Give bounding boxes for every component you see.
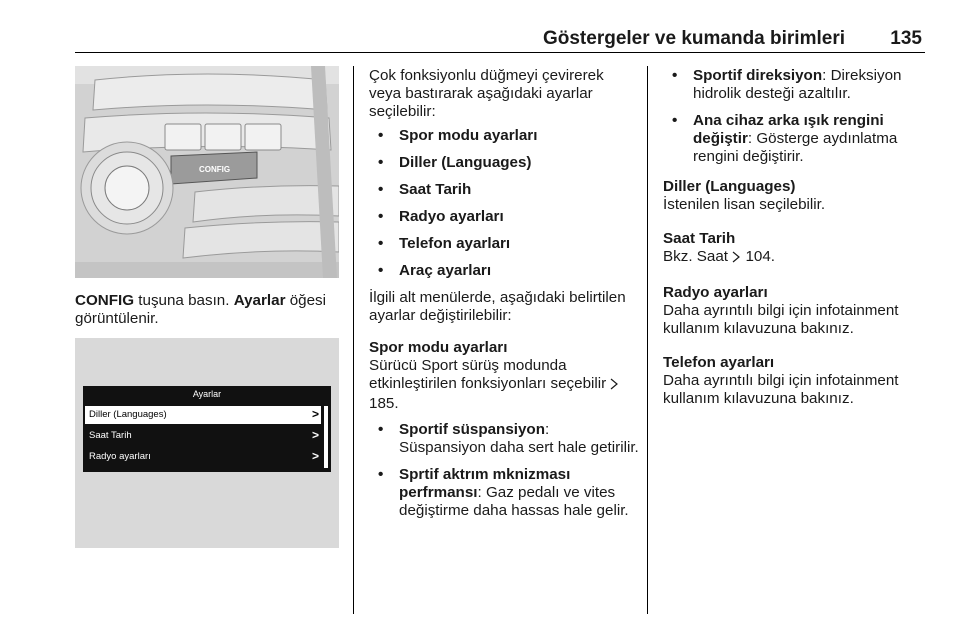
- chevron-right-icon: >: [311, 428, 319, 442]
- section-text: İstenilen lisan seçilebilir.: [663, 196, 826, 213]
- chevron-right-icon: >: [311, 407, 319, 421]
- term-ayarlar: Ayarlar: [233, 292, 286, 309]
- text: Bkz. Saat: [663, 248, 728, 265]
- sport-paragraph: [369, 357, 639, 413]
- term: Sprtif aktrım mknizması perfrmansı: [399, 466, 571, 501]
- sport-options-list: [369, 421, 639, 520]
- column-2-text: [369, 67, 639, 529]
- list-item: • Telefon ayarları: [369, 235, 639, 253]
- radio-section: [663, 284, 928, 338]
- column-1-text: [75, 292, 345, 342]
- separator: :: [822, 67, 827, 84]
- separator: :: [747, 130, 753, 147]
- separator: :: [477, 484, 482, 501]
- page-ref-icon: [732, 250, 741, 268]
- list-item: [369, 421, 639, 457]
- config-button-label: CONFIG: [199, 165, 231, 174]
- page-ref-icon: [610, 377, 619, 395]
- term: Sportif direksiyon: [693, 67, 823, 84]
- page-ref: 185.: [369, 395, 399, 412]
- intro-paragraph: [75, 292, 345, 328]
- intro-paragraph: Çok fonksiyonlu düğmeyi çevirerek veya bastırarak aşağıdaki ayarlar seçilebilir:: [369, 67, 604, 120]
- description: Süspansiyon daha sert hale getirilir.: [399, 439, 639, 456]
- section-text: Daha ayrıntılı bilgi için infotainment kullanım kılavuzuna bakınız.: [663, 372, 899, 407]
- page-header: [75, 28, 925, 50]
- column-divider: [647, 66, 648, 614]
- description: Gösterge aydınlatma rengini değiştirir.: [693, 130, 898, 165]
- section-heading: Radyo ayarları: [663, 284, 768, 301]
- page-ref: 104.: [745, 248, 776, 265]
- term: Sportif süspansiyon: [399, 421, 545, 438]
- term: Ana cihaz arka ışık rengini değiştir: [693, 112, 884, 147]
- page-number: 135: [890, 28, 922, 49]
- phone-section: [663, 354, 928, 408]
- description: Direksiyon hidrolik desteği azaltılır.: [693, 67, 902, 102]
- section-heading: Spor modu ayarları: [369, 339, 508, 356]
- list-item: [663, 67, 928, 103]
- dashboard-photo: [75, 66, 339, 278]
- column-divider: [353, 66, 354, 614]
- menu-item-label: Saat Tarih: [89, 430, 132, 441]
- menu-item-clock: [85, 427, 321, 445]
- list-item: • Diller (Languages): [369, 154, 639, 172]
- list-item: • Saat Tarih: [369, 181, 639, 199]
- text: öğesi görüntülenir.: [75, 292, 327, 327]
- scrollbar: [324, 406, 328, 468]
- chevron-right-icon: >: [311, 449, 319, 463]
- section-heading: Saat Tarih: [663, 230, 736, 247]
- submenu-paragraph: İlgili alt menülerde, aşağıdaki belirtilen ayarlar değiştirilebilir:: [369, 289, 626, 324]
- menu-item-label: Diller (Languages): [89, 409, 167, 420]
- list-item: • Spor modu ayarları: [369, 127, 639, 145]
- section-heading: Diller (Languages): [663, 178, 796, 195]
- section-text: Daha ayrıntılı bilgi için infotainment kullanım kılavuzuna bakınız.: [663, 302, 899, 337]
- term-config: CONFIG: [75, 292, 135, 309]
- sport-options-list: [663, 67, 928, 166]
- separator: :: [545, 421, 550, 438]
- settings-list: [369, 127, 639, 280]
- menu-item-languages: [85, 406, 321, 424]
- menu-item-label: Radyo ayarları: [89, 451, 151, 462]
- text: Sürücü Sport sürüş modunda etkinleştirilen fonksiyonları seçebilir: [369, 357, 607, 392]
- section-heading: Telefon ayarları: [663, 354, 775, 371]
- menu-item-radio: [85, 448, 321, 466]
- section-text: [663, 248, 928, 268]
- text: tuşuna basın.: [134, 292, 234, 309]
- display-figure: [75, 338, 339, 548]
- description: Gaz pedalı ve vites değiştirme daha hassas hale gelir.: [399, 484, 629, 519]
- screen-title: Ayarlar: [192, 389, 222, 399]
- clock-section: [663, 230, 928, 268]
- list-item: [369, 466, 639, 520]
- section-title: Göstergeler ve kumanda birimleri: [542, 28, 845, 49]
- header-rule: [75, 52, 925, 53]
- list-item: • Araç ayarları: [369, 262, 639, 280]
- languages-section: [663, 178, 928, 214]
- list-item: • Radyo ayarları: [369, 208, 639, 226]
- settings-screen: [83, 386, 331, 472]
- list-item: [663, 112, 928, 166]
- column-3-text: [663, 67, 928, 424]
